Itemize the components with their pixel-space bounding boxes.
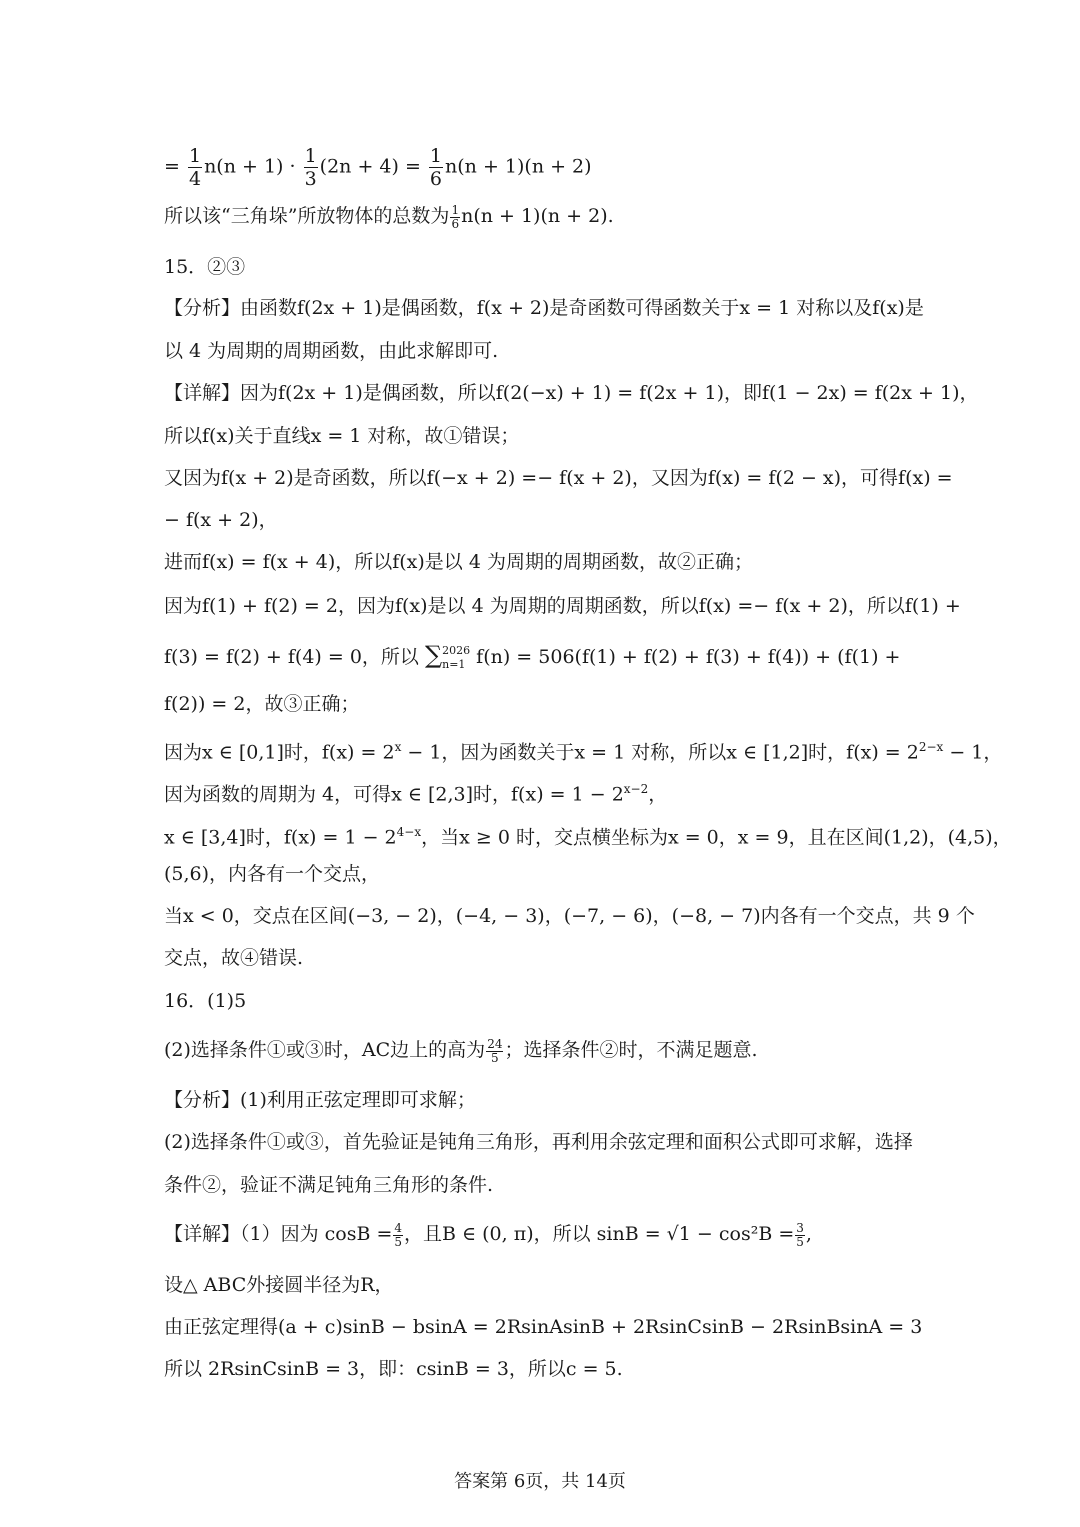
text-line: 由正弦定理得(a + c)sinB − bsinA = 2RsinAsinB + 2RsinCsinB − 2RsinBsinA = 3 [164,1316,923,1338]
text-line: 当x < 0，交点在区间(−3, − 2)，(−4, − 3)，(−7, − 6)，(−8, − 7)内各有一个交点，共 9 个 [164,905,975,927]
equation-line-1: = $\frac{1}{4}$ n(n + 1) · $\frac{1}{3}$ (2n + 4) = $\frac{1}{6}$ n(n + 1)(n + 2) [164,145,592,190]
fraction: $\frac{1}{6}$ [451,202,460,231]
text-line: 设△ ABC外接圆半径为R， [164,1274,394,1296]
analysis-15: 【分析】由函数f(2x + 1)是偶函数，f(x + 2)是奇函数可得函数关于x = 1 对称以及f(x)是 [164,297,924,319]
text-line: 交点，故④错误. [164,947,304,969]
text-line: 所以f(x)关于直线x = 1 对称，故①错误； [164,425,520,447]
text-line-2: 所以该“三角垛”所放物体的总数为 $\frac{1}{6}$ n(n + 1)(n + 2). [164,202,614,231]
analysis-16-cont: (2)选择条件①或③，首先验证是钝角三角形，再利用余弦定理和面积公式即可求解，选择 [164,1131,913,1153]
text-line: x ∈ [3,4]时，$f(x) = 1 - 2^{4-x}$，当x ≥ 0 时，交点横坐标为x = 0，x = 9，且在区间(1,2)，(4,5)， [164,825,1012,849]
fraction: $\frac{1}{3}$ [304,145,317,190]
page-footer: 答案第 6页，共 14页 [454,1471,626,1492]
detail-16: 【详解】（1）因为 cosB = $\frac{4}{5}$ ，且B ∈ (0, π)，所以 sinB = √1 − cos²B = $\frac{3}{5}$ , [164,1220,812,1249]
text-line: (5,6)，内各有一个交点， [164,863,381,885]
text-line: 因为x ∈ [0,1]时，$f(x) = 2^x - 1$，因为函数关于x = 1 对称，所以x ∈ [1,2]时，$f(x) = 2^{2-x} - 1$， [164,740,1003,764]
analysis-16: 【分析】(1)利用正弦定理即可求解； [164,1089,476,1111]
fraction: $\frac{4}{5}$ [394,1220,403,1249]
summation-line: f(3) = f(2) + f(4) = 0，所以 ∑ 2026 n=1 f(n) = 506(f(1) + f(2) + f(3) + f(4)) + (f(1) + [164,641,901,671]
detail-15: 【详解】因为f(2x + 1)是偶函数，所以f(2(−x) + 1) = f(2x + 1)，即f(1 − 2x) = f(2x + 1)， [164,382,979,404]
question-15-answer: 15．②③ [164,256,246,278]
analysis-16-cont: 条件②，验证不满足钝角三角形的条件. [164,1174,494,1196]
fraction: $\frac{24}{5}$ [487,1036,503,1065]
summation-sign: ∑ [424,641,443,669]
fraction: $\frac{1}{6}$ [429,145,443,190]
question-16-answer-2: (2)选择条件①或③时，AC边上的高为 $\frac{24}{5}$ ；选择条件②时，不满足题意. [164,1036,758,1065]
text-line: 进而f(x) = f(x + 4)，所以f(x)是以 4 为周期的周期函数，故②正确； [164,551,753,573]
text-line: 所以 2RsinCsinB = 3，即：csinB = 3，所以c = 5. [164,1358,623,1380]
text-line: 因为f(1) + f(2) = 2，因为f(x)是以 4 为周期的周期函数，所以f(x) =− f(x + 2)，所以f(1) + [164,595,961,617]
text-line: f(2)) = 2，故③正确； [164,693,360,715]
question-16-answer: 16．(1)5 [164,990,247,1012]
fraction: $\frac{1}{4}$ [188,145,202,190]
analysis-15-cont: 以 4 为周期的周期函数，由此求解即可. [164,340,499,362]
text-line: − f(x + 2)， [164,509,278,531]
text-line: 又因为f(x + 2)是奇函数，所以f(−x + 2) =− f(x + 2)，又因为f(x) = f(2 − x)，可得f(x) = [164,467,953,489]
text-line: 因为函数的周期为 4，可得x ∈ [2,3]时，$f(x) = 1 - 2^{x-2}$， [164,782,668,806]
fraction: $\frac{3}{5}$ [796,1220,804,1249]
